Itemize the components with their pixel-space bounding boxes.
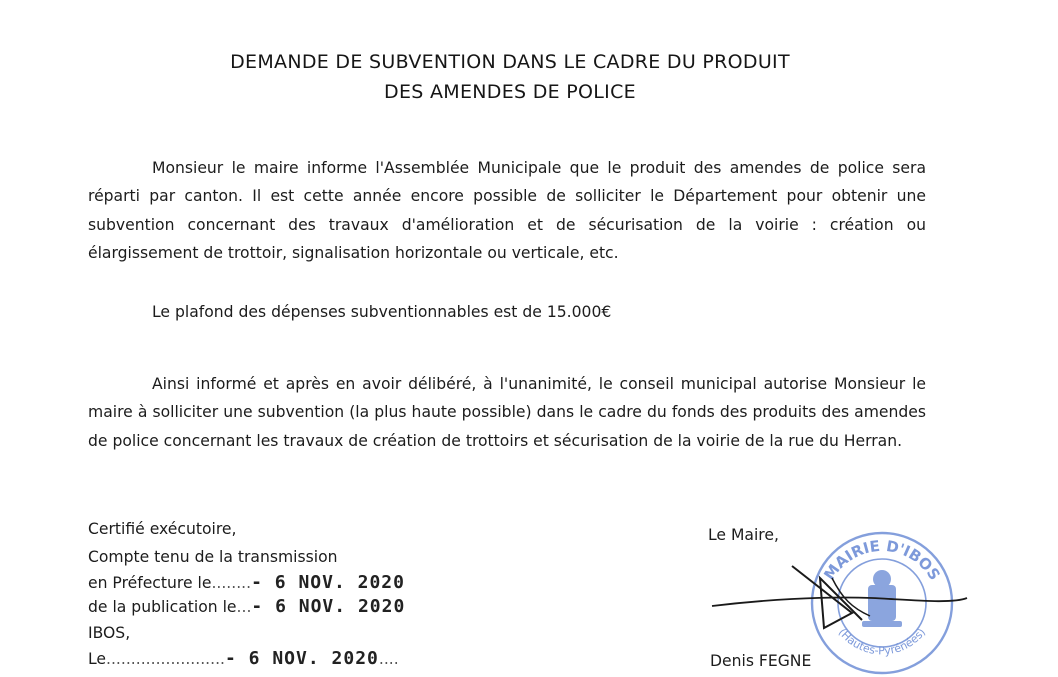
mayor-name: Denis FEGNE	[710, 652, 812, 670]
date-trailing-dots: ....	[378, 650, 399, 668]
seal-text-top: MAIRIE D'IBOS	[820, 536, 944, 584]
mayor-handwritten-signature	[702, 558, 972, 648]
place-ibos: IBOS,	[88, 624, 131, 642]
transmission-note: Compte tenu de la transmission	[88, 548, 338, 566]
publication-date-line	[88, 596, 405, 617]
document-title-line-2: DES AMENDES DE POLICE	[384, 81, 636, 103]
prefecture-dots: ........	[211, 574, 252, 592]
mayor-role: Le Maire,	[708, 526, 779, 544]
prefecture-date-line	[88, 572, 405, 593]
publication-dots: ...	[236, 598, 252, 616]
paragraph-deliberation: Ainsi informé et après en avoir délibéré, à l'unanimité, le conseil municipal autorise Monsieur le maire à solliciter une subvention (la plus haute possible) dans le cadre du fonds des produits des amendes de police concernant les travaux de création de trottoirs et sécurisation de la voirie de la rue du Herran.	[88, 375, 926, 450]
publication-label: de la publication le	[88, 598, 237, 616]
prefecture-date-stamp: - 6 NOV. 2020	[251, 572, 405, 593]
prefecture-label: en Préfecture le	[88, 574, 212, 592]
document-title-line-1: DEMANDE DE SUBVENTION DANS LE CADRE DU PRODUIT	[230, 51, 790, 73]
date-label: Le	[88, 650, 107, 668]
publication-date-stamp: - 6 NOV. 2020	[251, 596, 406, 617]
seal-text-bottom: (Hautes-Pyrénées)	[835, 625, 929, 658]
certified-executory: Certifié exécutoire,	[88, 520, 237, 538]
date-dots: ........................	[106, 650, 225, 668]
signature-date-line	[88, 648, 399, 669]
date-stamp: - 6 NOV. 2020	[224, 648, 379, 669]
paragraph-ceiling: Le plafond des dépenses subventionnables est de 15.000€	[152, 303, 612, 321]
paragraph-announcement: Monsieur le maire informe l'Assemblée Municipale que le produit des amendes de police sera réparti par canton. Il est cette année encore possible de solliciter le Département pour obtenir une subvention concernant des travaux d'amélioration et de sécurisation de la voirie : création ou élargissement de trottoir, signalisation horizontale ou verticale, etc.	[88, 159, 926, 262]
